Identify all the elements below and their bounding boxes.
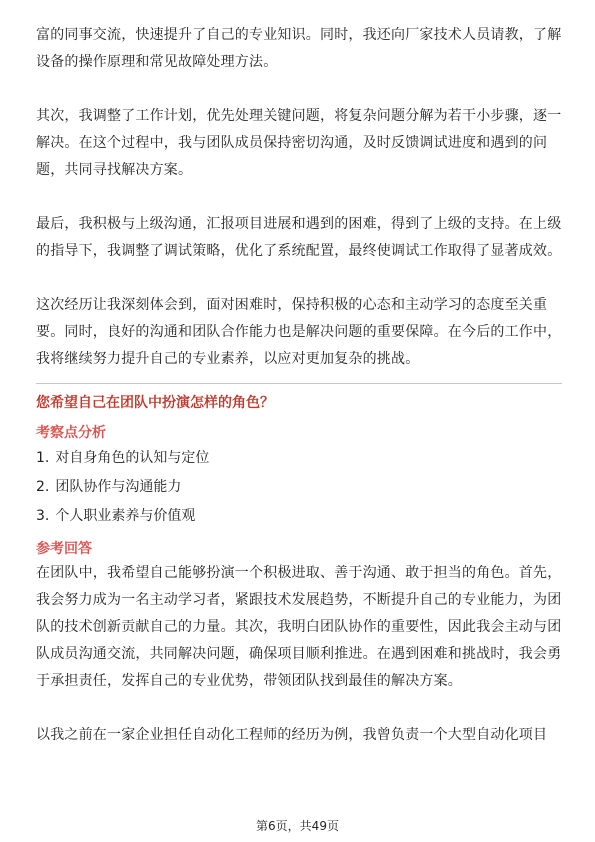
- analysis-heading: 考察点分析: [36, 425, 106, 441]
- list-item: [36, 502, 562, 531]
- analysis-list: [36, 444, 562, 531]
- answer-heading: 参考回答: [36, 541, 92, 557]
- list-item: [36, 444, 562, 473]
- list-item-text: 个人职业素养与价值观: [55, 508, 196, 524]
- answer-paragraph-1: 在团队中，我希望自己能够扮演一个积极进取、善于沟通、敢于担当的角色。首先，我会努力成为一名主动学习者，紧跟技术发展趋势，不断提升自己的专业能力，为团队的技术创新贡献自己的力量。其次，我明白团队协作的重要性，因此我会主动与团队成员沟通交流，共同解决问题，确保项目顺利推进。在遇到困难和挑战时，我会勇于承担责任，发挥自己的专业优势，带领团队找到最佳的解决方案。: [36, 565, 562, 689]
- section-divider: [36, 383, 562, 384]
- question-title: 您希望自己在团队中扮演怎样的角色？: [36, 395, 274, 411]
- list-item-number: 2.: [36, 479, 50, 495]
- list-item: [36, 473, 562, 502]
- answer-paragraph-2: 以我之前在一家企业担任自动化工程师的经历为例，我曾负责一个大型自动化项目: [36, 727, 548, 743]
- intro-paragraph-1: 富的同事交流，快速提升了自己的专业知识。同时，我还向厂家技术人员请教，了解设备的操作原理和常见故障处理方法。: [36, 27, 562, 70]
- page-footer: 第6页，共49页: [256, 819, 339, 833]
- list-item-text: 团队协作与沟通能力: [55, 479, 182, 495]
- intro-paragraph-4: 这次经历让我深刻体会到，面对困难时，保持积极的心态和主动学习的态度至关重要。同时，良好的沟通和团队合作能力也是解决问题的重要保障。在今后的工作中，我将继续努力提升自己的专业素养，以应对更加复杂的挑战。: [36, 297, 562, 367]
- document-page: [36, 22, 562, 749]
- list-item-number: 3.: [36, 508, 50, 524]
- list-item-text: 对自身角色的认知与定位: [55, 450, 210, 466]
- intro-paragraph-3: 最后，我积极与上级沟通，汇报项目进展和遇到的困难，得到了上级的支持。在上级的指导下，我调整了调试策略，优化了系统配置，最终使调试工作取得了显著成效。: [36, 216, 562, 259]
- intro-paragraph-2: 其次，我调整了工作计划，优先处理关键问题，将复杂问题分解为若干小步骤，逐一解决。在这个过程中，我与团队成员保持密切沟通，及时反馈调试进度和遇到的问题，共同寻找解决方案。: [36, 108, 562, 178]
- list-item-number: 1.: [36, 450, 50, 466]
